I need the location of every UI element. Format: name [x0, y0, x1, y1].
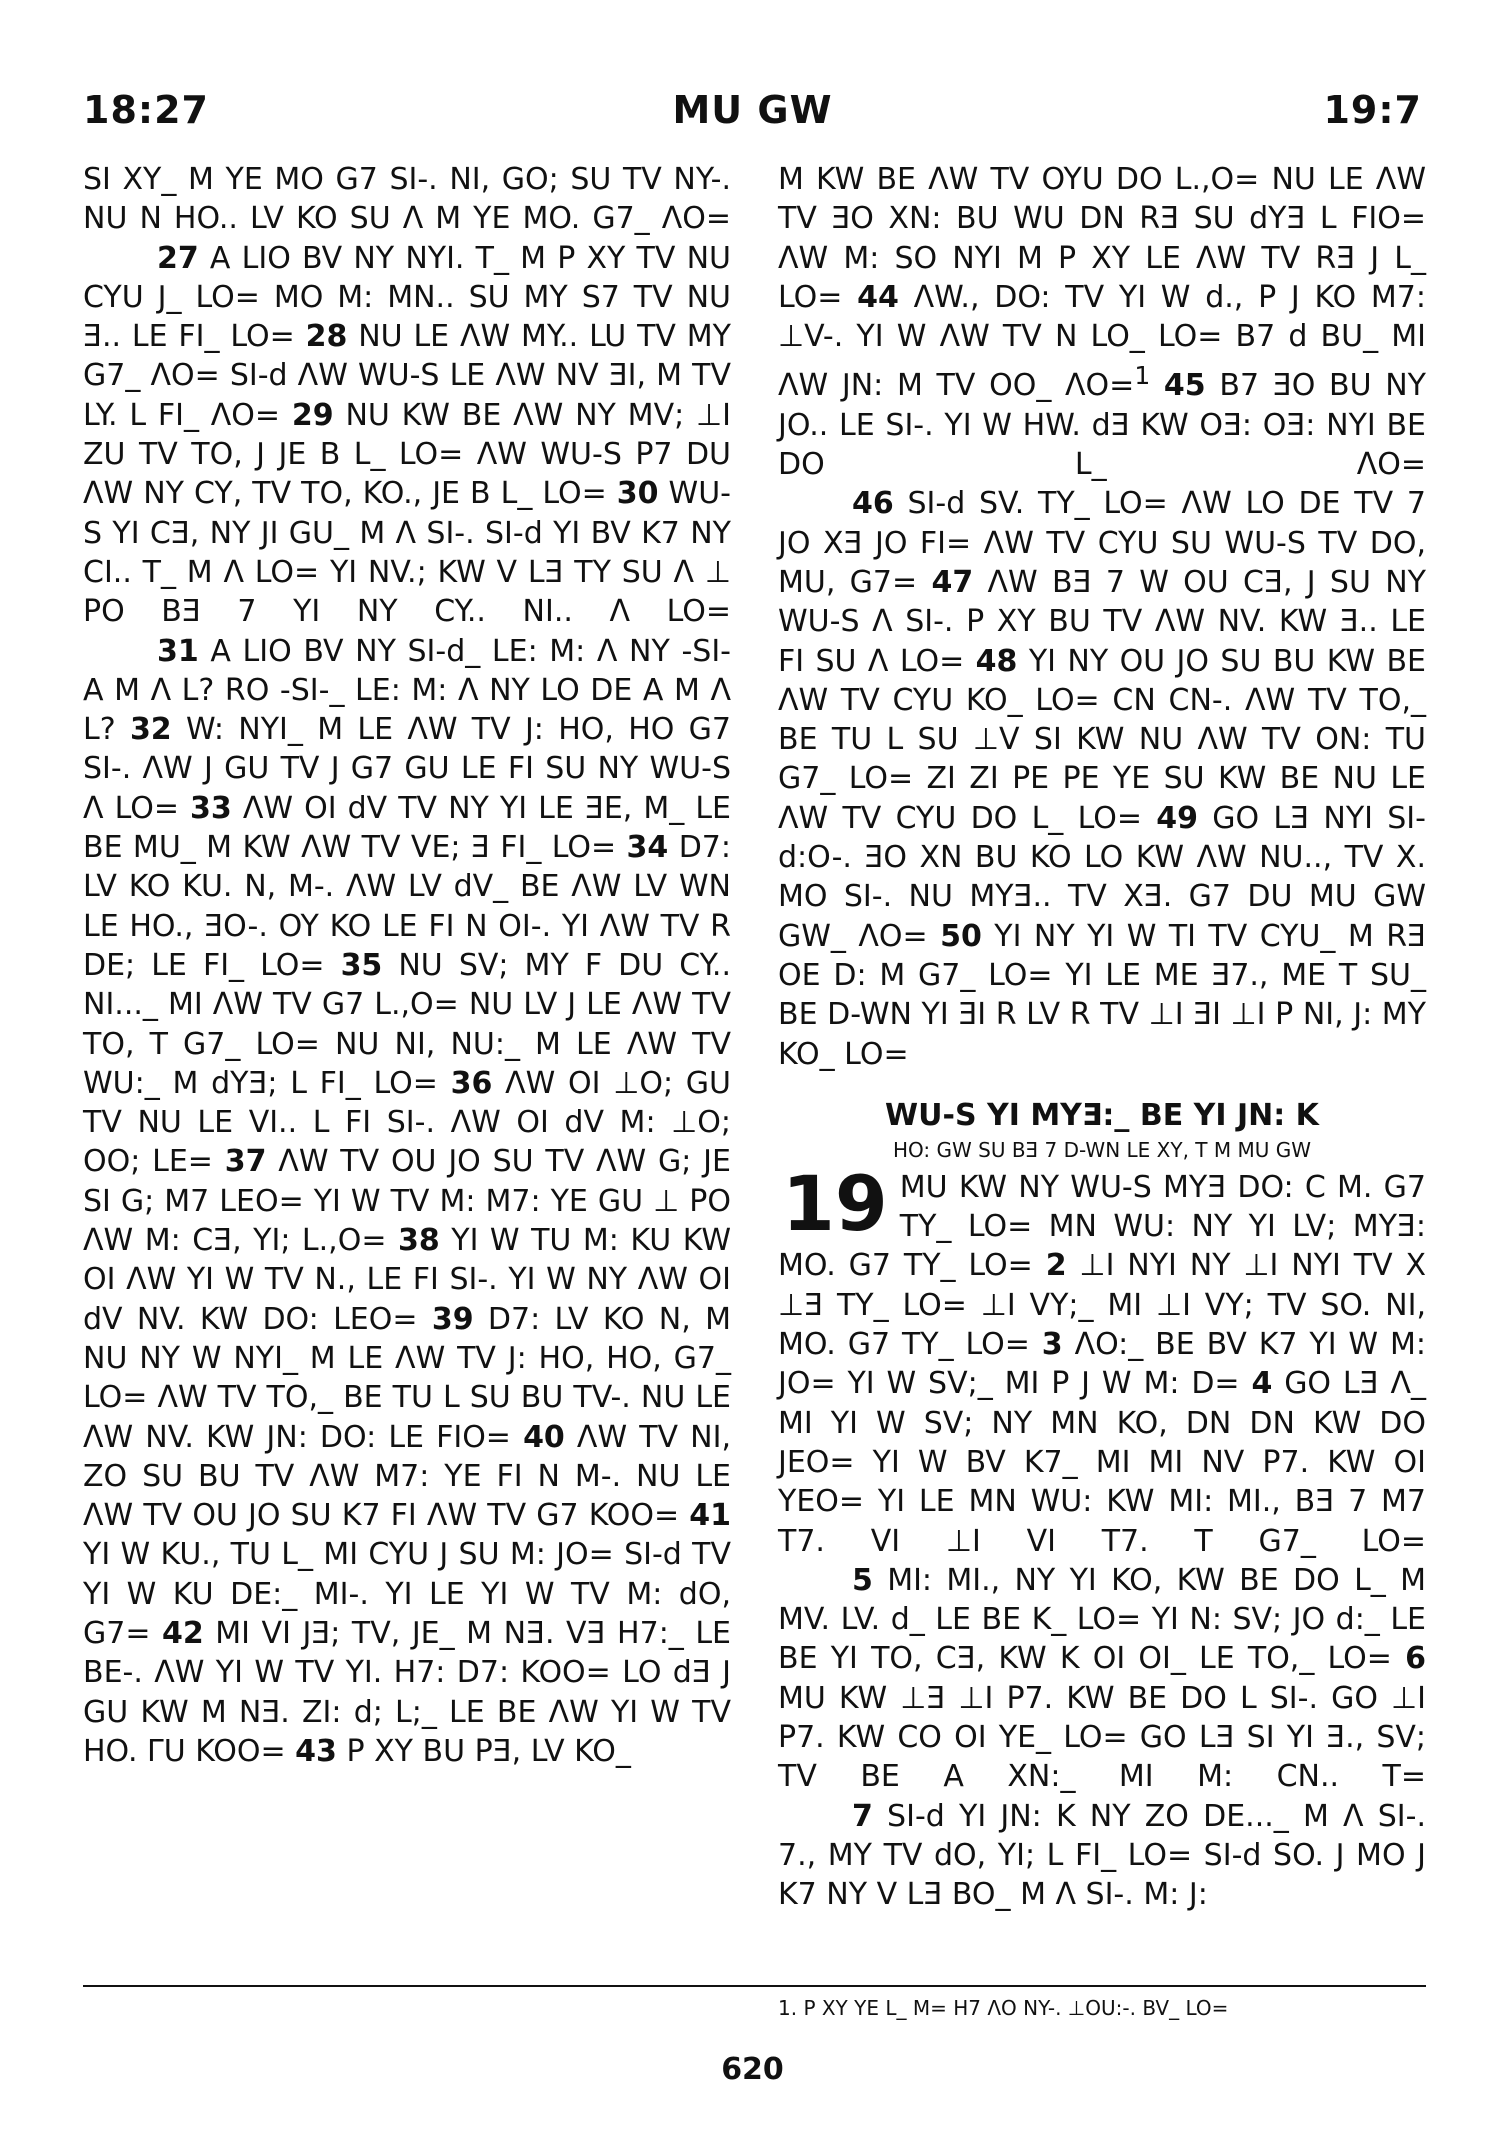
- verse-text: ΛO:_ BE BV K7 YI W M: JO= YI W SV;_ MI P J W M: D=: [778, 1327, 1426, 1402]
- verse-text: WU-S YI CƎ, NY JI GU_ M Λ SI-. SI-d YI BV K7 NY CI.. T_ M Λ LO= YI NV.; KW V LƎ TY SU Λ ⊥ PO BƎ 7 YI NY CY.. NI.. Λ LO=: [83, 476, 731, 630]
- verse-number: 33: [190, 790, 232, 826]
- verse-text: YI NY OU JO SU BU KW BE ΛW TV CYU KO_ LO= CN CN-. ΛW TV TO,_ BE TU L SU ⊥V SI KW NU ΛW TV ON: TU G7_ LO= ZI ZI PE PE YE SU KW BE NU LE ΛW TV CYU DO L_ LO=: [778, 643, 1426, 836]
- verse-text: ΛW OI ⊥O; GU TV NU LE VI.. L FI SI-. ΛW OI dV M: ⊥O; OO; LE=: [83, 1065, 731, 1180]
- verse-number: 36: [450, 1065, 493, 1101]
- verse-text: A LIO BV NY NYI. T_ M P XY TV NU CYU J_ LO= MO M: MN.. SU MY S7 TV NU Ǝ.. LE FI_ LO=: [83, 240, 731, 355]
- verse-number: 34: [626, 830, 669, 866]
- verse-number: 42: [162, 1615, 204, 1651]
- verse-text: NU LE ΛW MY.. LU TV MY G7_ ΛO= SI-d ΛW WU-S LE ΛW NV ƎI, M TV LY. L FI_ ΛO=: [83, 319, 732, 433]
- paragraph: [83, 239, 731, 632]
- verse-number: 27: [157, 240, 199, 276]
- verse-text: D7: LV KO KU. N, M-. ΛW LV dV_ BE ΛW LV WN LE HO., ƎO-. OY KO LE FI N OI-. YI ΛW TV R DE; LE FI_ LO=: [83, 830, 731, 983]
- verse-number: 3: [1041, 1327, 1063, 1363]
- verse-text: YI NY YI W TI TV CYU_ M RƎ OE D: M G7_ LO= YI LE ME Ǝ7., ME T SU_ BE D-WN YI ƎI R LV R TV ⊥I ƎI ⊥I P NI, J: MY KO_ LO=: [778, 918, 1426, 1072]
- paragraph: [778, 1797, 1426, 1915]
- running-header-right: 19:7: [1323, 88, 1422, 132]
- verse-text: A LIO BV NY SI-d_ LE: M: Λ NY -SI- A M Λ L? RO -SI-_ LE: M: Λ NY LO DE A M Λ L?: [83, 633, 731, 748]
- verse-text: MU KW ⊥Ǝ ⊥I P7. KW BE DO L SI-. GO ⊥I P7. KW CO OI YE_ LO= GO LƎ SI YI Ǝ., SV; TV BE A XN:_ MI M: CN.. T=: [778, 1680, 1426, 1795]
- verse-text: ΛW BƎ 7 W OU CƎ, J SU NY WU-S Λ SI-. P XY BU TV ΛW NV. KW Ǝ.. LE FI SU Λ LO=: [778, 564, 1427, 679]
- verse-number: 32: [129, 712, 172, 748]
- right-column-top: [778, 160, 1426, 1074]
- verse-text: NU SV; MY F DU CY.. NI..._ MI ΛW TV G7 L.,O= NU LV J LE ΛW TV TO, T G7_ LO= NU NI, NU:_ M LE ΛW TV WU:_ M dYƎ; L FI_ LO=: [83, 947, 731, 1101]
- verse-text: SI-d SV. TY_ LO= ΛW LO DE TV 7 JO XƎ JO FI= ΛW TV CYU SU WU-S TV DO, MU, G7=: [778, 486, 1426, 600]
- verse-number: 48: [975, 643, 1018, 679]
- footnote-rule: [83, 1985, 1426, 1987]
- verse-text: YI W TU M: KU KW OI ΛW YI W TV N., LE FI SI-. YI W NY ΛW OI dV NV. KW DO: LEO=: [83, 1223, 731, 1337]
- verse-text: ⊥I NYI NY ⊥I NYI TV X ⊥Ǝ TY_ LO= ⊥I VY;_ MI ⊥I VY; TV SO. NI, MO. G7 TY_ LO=: [778, 1248, 1427, 1363]
- verse-text: MI: MI., NY YI KO, KW BE DO L_ M MV. LV. d_ LE BE K_ LO= YI N: SV; JO d:_ LE BE YI TO, CƎ, KW K OI OI_ LE TO,_ LO=: [778, 1562, 1426, 1677]
- verse-number: 28: [305, 319, 348, 355]
- footnote-marker: 1: [1134, 361, 1151, 391]
- verse-text: [1150, 368, 1164, 403]
- verse-text: ΛW TV NI, ZO SU BU TV ΛW M7: YE FI N M-. NU LE ΛW TV OU JO SU K7 FI ΛW TV G7 KOO=: [83, 1419, 731, 1534]
- verse-number: 35: [340, 947, 383, 983]
- verse-text: MU KW NY WU-S MYƎ DO: C M. G7 TY_ LO= MN WU: NY YI LV; MYƎ: MO. G7 TY_ LO=: [778, 1169, 1426, 1284]
- verse-number: 38: [397, 1223, 440, 1259]
- paragraph: [83, 632, 731, 1772]
- verse-text: YI W KU., TU L_ MI CYU J SU M: JO= SI-d TV YI W KU DE:_ MI-. YI LE YI W TV M: dO, G7=: [83, 1537, 731, 1651]
- verse-number: 49: [1156, 800, 1198, 836]
- verse-text: GO LƎ Λ_ MI YI W SV; NY MN KO, DN DN KW DO JEO= YI W BV K7_ MI MI NV P7. KW OI YEO= YI LE MN WU: KW MI: MI., BƎ 7 M7 T7. VI ⊥I VI T7. T G7_ LO=: [778, 1366, 1426, 1559]
- running-header-left: 18:27: [83, 88, 209, 132]
- verse-number: 44: [857, 279, 899, 315]
- running-header-title: MU GW: [672, 88, 833, 132]
- right-text-column: [778, 160, 1426, 1914]
- verse-number: 37: [224, 1144, 267, 1180]
- paragraph: [83, 160, 731, 239]
- verse-text: ΛW OI dV TV NY YI LE ƎE, M_ LE BE MU_ M KW ΛW TV VE; Ǝ FI_ LO=: [83, 790, 731, 866]
- verse-number: 29: [291, 397, 334, 433]
- verse-number: 47: [931, 564, 974, 600]
- verse-number: 39: [431, 1301, 474, 1337]
- verse-number: 40: [523, 1419, 565, 1455]
- verse-text: M KW BE ΛW TV OYU DO L.,O= NU LE ΛW TV ƎO XN: BU WU DN RƎ SU dYƎ L FIO= ΛW M: SO NYI M P XY LE ΛW TV RƎ J L_ LO=: [778, 162, 1426, 315]
- paragraph: [778, 484, 1426, 1073]
- verse-number: 30: [616, 476, 659, 512]
- chapter-19-text: [778, 1158, 1427, 1915]
- verse-number: 41: [689, 1498, 731, 1534]
- verse-text: D7: LV KO N, M NU NY W NYI_ M LE ΛW TV J: HO, HO, G7_ LO= ΛW TV TO,_ BE TU L SU BU TV-. NU LE ΛW NV. KW JN: DO: LE FIO=: [83, 1301, 731, 1455]
- section-subheading: HO: GW SU BƎ 7 D-WN LE XY, T M MU GW: [892, 1137, 1312, 1162]
- verse-text: GO LƎ NYI SI-d:O-. ƎO XN BU KO LO KW ΛW NU.., TV X. MO SI-. NU MYƎ.. TV XƎ. G7 DU MU GW GW_ ΛO=: [778, 800, 1426, 954]
- section-heading: WU-S YI MYƎ:_ BE YI JN: K: [885, 1097, 1319, 1133]
- verse-text: ΛW TV OU JO SU TV ΛW G; JE SI G; M7 LEO= YI W TV M: M7: YE GU ⊥ PO ΛW M: CƎ, YI; L.,O=: [83, 1144, 731, 1259]
- verse-number: 31: [157, 633, 199, 669]
- verse-number: 4: [1251, 1366, 1273, 1402]
- left-text-column: [83, 160, 731, 1771]
- chapter-number: 19: [782, 1158, 888, 1248]
- verse-text: B7 ƎO BU NY JO.. LE SI-. YI W HW. dƎ KW OƎ: OƎ: NYI BE DO L_ ΛO=: [778, 368, 1427, 483]
- verse-number: 43: [295, 1733, 337, 1769]
- verse-text: P XY BU PƎ, LV KO_: [336, 1733, 631, 1769]
- verse-number: 7: [852, 1798, 873, 1834]
- paragraph: [778, 160, 1426, 484]
- footnote: 1. P XY YE L_ M= H7 ΛO NY-. ⊥OU:-. BV_ LO=: [778, 1996, 1229, 2020]
- verse-text: W: NYI_ M LE ΛW TV J: HO, HO G7 SI-. ΛW J GU TV J G7 GU LE FI SU NY WU-S Λ LO=: [83, 712, 731, 826]
- verse-number: 46: [852, 486, 894, 522]
- verse-number: 6: [1405, 1641, 1426, 1677]
- verse-text: SI XY_ M YE MO G7 SI-. NI, GO; SU TV NY-. NU N HO.. LV KO SU Λ M YE MO. G7_ ΛO=: [83, 162, 731, 237]
- verse-number: 2: [1045, 1248, 1067, 1284]
- verse-number: 45: [1163, 368, 1206, 404]
- verse-text: ΛW., DO: TV YI W d., P J KO M7: ⊥V-. YI W ΛW TV N LO_ LO= B7 d BU_ MI ΛW JN: M TV OO_ ΛO=: [778, 279, 1426, 404]
- verse-text: SI-d YI JN: K NY ZO DE..._ M Λ SI-. 7., MY TV dO, YI; L FI_ LO= SI-d SO. J MO J K7 NY V LƎ BO_ M Λ SI-. M: J:: [778, 1798, 1426, 1913]
- paragraph: [778, 1561, 1426, 1797]
- verse-number: 50: [940, 918, 982, 954]
- page-number: 620: [721, 2052, 784, 2087]
- verse-text: MI VI JƎ; TV, JE_ M NƎ. VƎ H7:_ LE BE-. ΛW YI W TV YI. H7: D7: KOO= LO dƎ J GU KW M NƎ. ZI: d; L;_ LE BE ΛW YI W TV HO. ΓU KOO=: [83, 1615, 731, 1769]
- verse-text: NU KW BE ΛW NY MV; ⊥I ZU TV TO, J JE B L_ LO= ΛW WU-S P7 DU ΛW NY CY, TV TO, KO., JE B L_ LO=: [83, 397, 731, 512]
- verse-number: 5: [852, 1562, 873, 1598]
